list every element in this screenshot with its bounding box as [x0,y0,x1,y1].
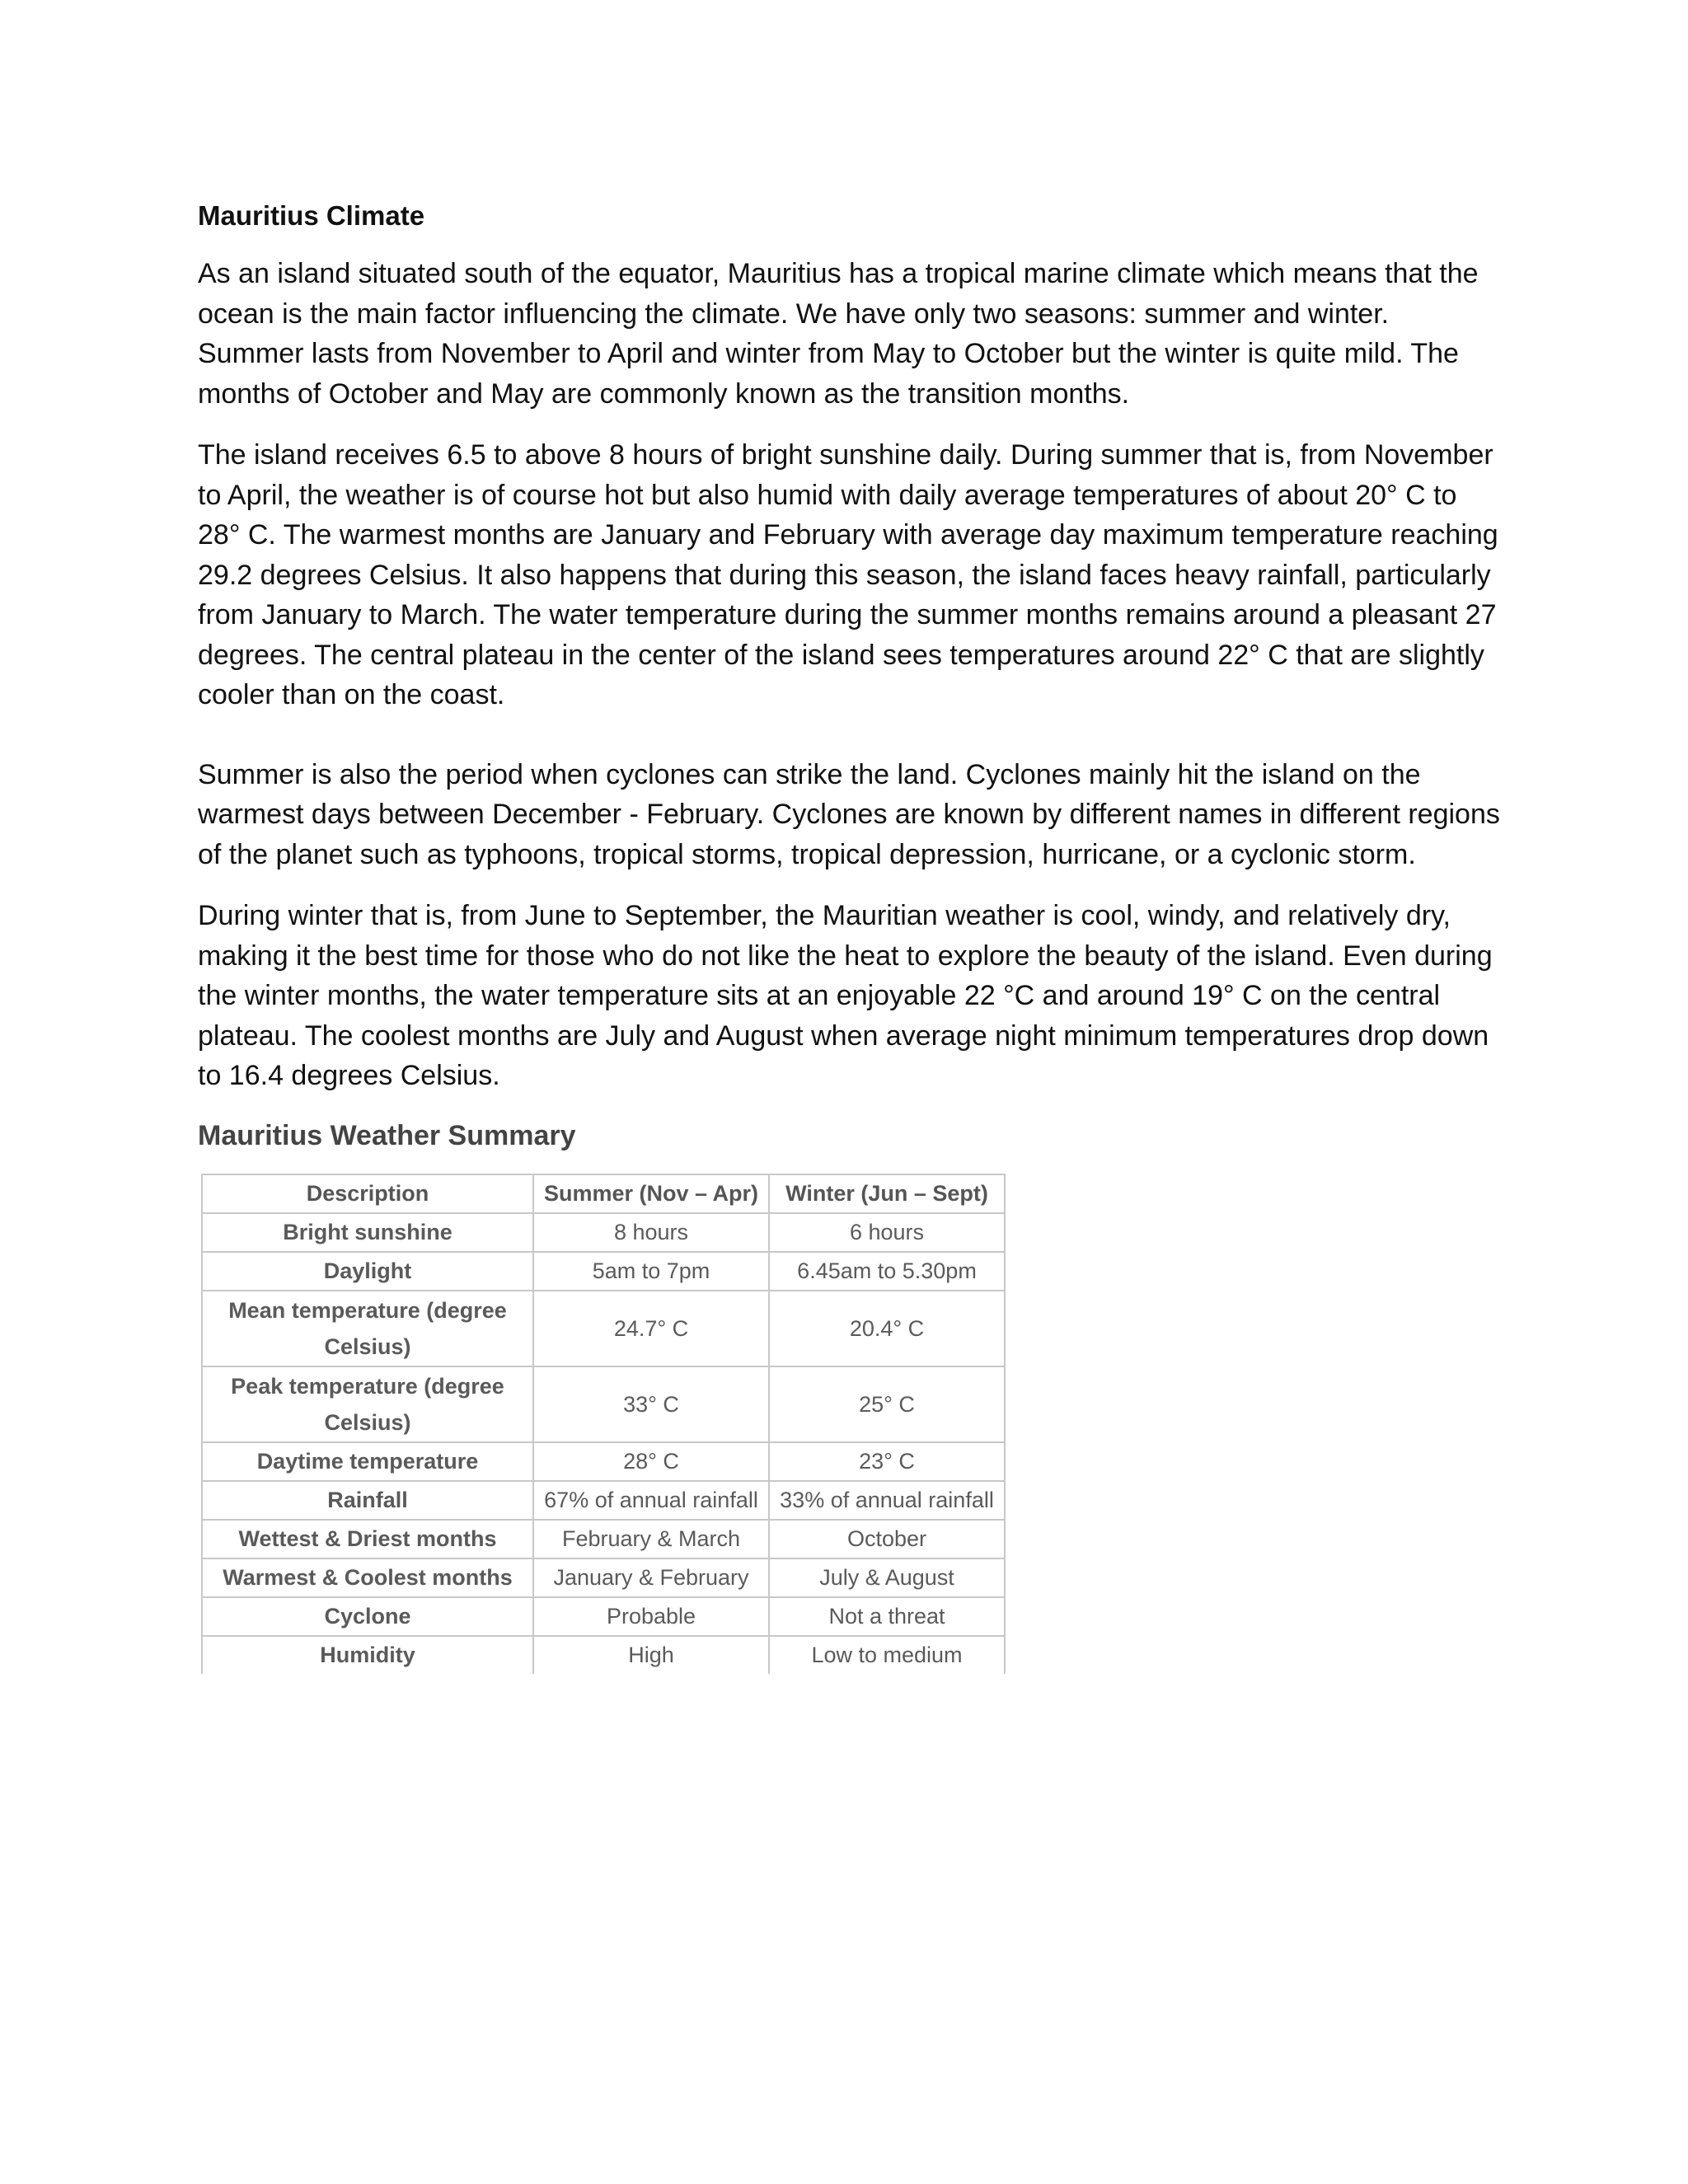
row-label: Warmest & Coolest months [202,1558,533,1597]
row-label: Wettest & Driest months [202,1520,533,1558]
winter-value: 23° C [769,1442,1005,1481]
summer-value: January & February [533,1558,769,1597]
header-description: Description [202,1174,533,1213]
document-title: Mauritius Climate [198,200,425,231]
row-label: Rainfall [202,1481,533,1520]
row-label: Humidity [202,1636,533,1674]
summer-value: 5am to 7pm [533,1252,769,1291]
row-label: Daytime temperature [202,1442,533,1481]
paragraph-winter: During winter that is, from June to September, the Mauritian weather is cool, windy, and relatively dry, making it the best time for those who do not like the heat to explore the beauty of the island. Even during the winter months, the water temperature sits at an enjoyable 22 °C and around 19° C on the central plateau. The coolest months are July and August when average night minimum temperatures drop down to 16.4 degrees Celsius. [198,900,1493,1091]
table-row [202,1291,1005,1366]
summer-value: High [533,1636,769,1674]
header-winter: Winter (Jun – Sept) [769,1174,1005,1213]
weather-summary-table [201,1174,1006,1674]
table-row [202,1213,1005,1252]
summary-heading: Mauritius Weather Summary [198,1119,576,1151]
row-label: Mean temperature (degree Celsius) [202,1291,533,1366]
paragraph-cyclones: Summer is also the period when cyclones can strike the land. Cyclones mainly hit the island on the warmest days between December - February. Cyclones are known by different names in different regions of the planet such as typhoons, tropical storms, tropical depression, hurricane, or a cyclonic storm. [198,758,1500,870]
table-header-row [202,1174,1005,1213]
table-row [202,1597,1005,1636]
winter-value: Not a threat [769,1597,1005,1636]
row-label: Daylight [202,1252,533,1291]
paragraph-seasons: As an island situated south of the equator, Mauritius has a tropical marine climate which means that the ocean is the main factor influencing the climate. We have only two seasons: summer and winter. Summer lasts from November to April and winter from May to October but the winter is quite mild. The months of October and May are commonly known as the transition months. [198,258,1479,410]
table-row [202,1520,1005,1558]
summer-value: 24.7° C [533,1291,769,1366]
winter-value: October [769,1520,1005,1558]
winter-value: Low to medium [769,1636,1005,1674]
summer-value: 33° C [533,1366,769,1442]
winter-value: 6.45am to 5.30pm [769,1252,1005,1291]
summer-value: 8 hours [533,1213,769,1252]
table-row [202,1442,1005,1481]
table-row [202,1252,1005,1291]
paragraph-summer: The island receives 6.5 to above 8 hours of bright sunshine daily. During summer that is, from November to April, the weather is of course hot but also humid with daily average temperatures of about 20° C to 28° C. The warmest months are January and February with average day maximum temperature reaching 29.2 degrees Celsius. It also happens that during this season, the island faces heavy rainfall, particularly from January to March. The water temperature during the summer months remains around a pleasant 27 degrees. The central plateau in the center of the island sees temperatures around 22° C that are slightly cooler than on the coast. [198,439,1498,710]
row-label: Cyclone [202,1597,533,1636]
table-row [202,1636,1005,1674]
summer-value: 67% of annual rainfall [533,1481,769,1520]
table-row [202,1366,1005,1442]
summer-value: February & March [533,1520,769,1558]
summer-value: 28° C [533,1442,769,1481]
winter-value: 20.4° C [769,1291,1005,1366]
table-row [202,1481,1005,1520]
summer-value: Probable [533,1597,769,1636]
winter-value: 25° C [769,1366,1005,1442]
winter-value: 6 hours [769,1213,1005,1252]
winter-value: July & August [769,1558,1005,1597]
table-row [202,1558,1005,1597]
winter-value: 33% of annual rainfall [769,1481,1005,1520]
row-label: Bright sunshine [202,1213,533,1252]
row-label: Peak temperature (degree Celsius) [202,1366,533,1442]
header-summer: Summer (Nov – Apr) [533,1174,769,1213]
document-page [198,198,1500,1674]
